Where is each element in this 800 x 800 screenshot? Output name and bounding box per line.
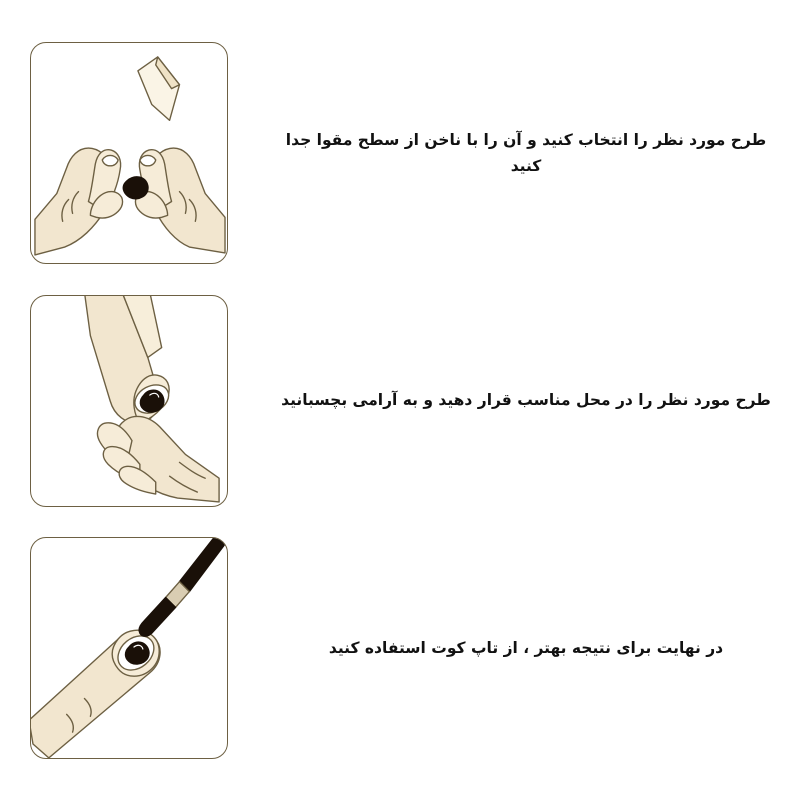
step-caption-2: طرح مورد نظر را در محل مناسب قرار دهید و به آرامی بچسبانید <box>281 391 771 410</box>
step-row-3 <box>0 523 800 773</box>
step-row-1 <box>0 28 800 278</box>
figure-box-3 <box>30 537 228 759</box>
figure-box-1 <box>30 42 228 264</box>
step-caption-3: در نهایت برای نتیجه بهتر ، از تاپ کوت استفاده کنید <box>328 638 724 657</box>
peel-design-from-card-illustration <box>31 43 227 263</box>
figure-wrap-1 <box>0 28 230 278</box>
apply-top-coat-illustration <box>31 538 227 758</box>
figure-box-2 <box>30 295 228 507</box>
figure-wrap-3 <box>0 523 230 773</box>
place-design-on-nail-illustration <box>31 296 227 506</box>
step-row-2 <box>0 278 800 523</box>
figure-wrap-2 <box>0 278 230 523</box>
step-caption-1: طرح مورد نظر را انتخاب کنید و آن را با ناخن از سطح مقوا جدا کنید <box>285 130 767 175</box>
